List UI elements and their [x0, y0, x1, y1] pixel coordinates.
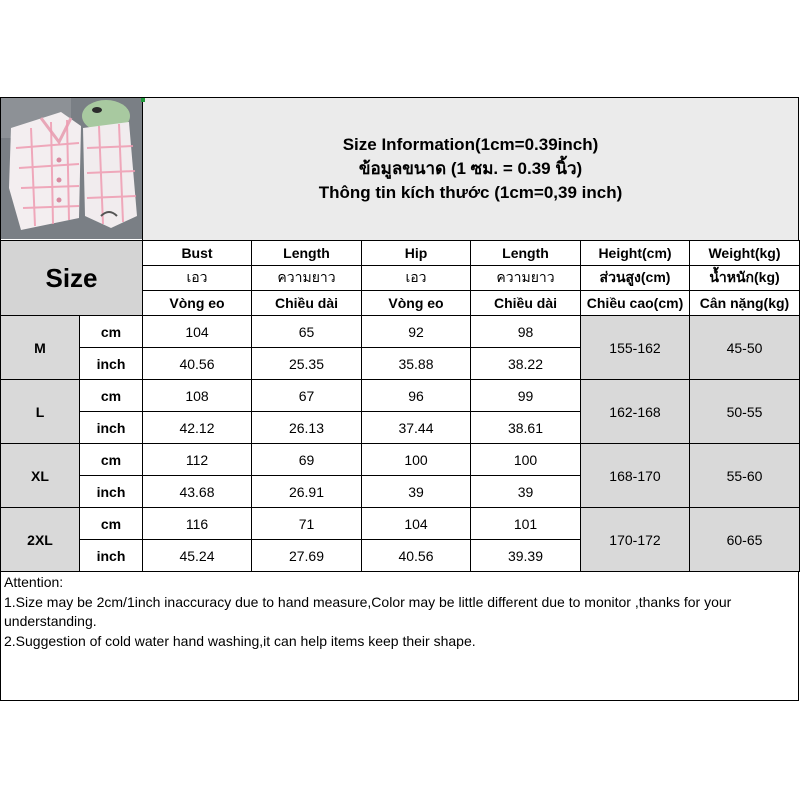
- size-header: Size: [1, 241, 143, 316]
- cell-hip-cm: 104: [362, 508, 471, 540]
- cell-bust-inch: 45.24: [143, 540, 252, 572]
- column-header-length-vi: Chiều dài: [252, 291, 362, 316]
- cell-length-inch: 26.91: [252, 476, 362, 508]
- cell-length-cm: 65: [252, 316, 362, 348]
- cell-bust-inch: 43.68: [143, 476, 252, 508]
- cell-length-2-inch: 39.39: [471, 540, 581, 572]
- column-header-hip: Hip: [362, 241, 471, 266]
- column-header-height-vi: Chiều cao(cm): [581, 291, 690, 316]
- cell-bust-cm: 108: [143, 380, 252, 412]
- cell-length-cm: 67: [252, 380, 362, 412]
- note-item-1: 1.Size may be 2cm/1inch inaccuracy due to hand measure,Color may be little different due to monitor ,thanks for your understanding.: [4, 593, 732, 629]
- cell-bust-cm: 104: [143, 316, 252, 348]
- column-header-length-2-vi: Chiều dài: [471, 291, 581, 316]
- title-line-thai: ข้อมูลขนาด (1 ซม. = 0.39 นิ้ว): [358, 159, 583, 178]
- title-block: [142, 98, 798, 240]
- column-header-bust-th: เอว: [143, 266, 252, 291]
- attention-notes: [4, 573, 794, 651]
- unit-cm: cm: [80, 508, 143, 540]
- column-header-hip-th: เอว: [362, 266, 471, 291]
- cell-length-2-inch: 39: [471, 476, 581, 508]
- unit-inch: inch: [80, 412, 143, 444]
- cell-weight: 50-55: [690, 380, 800, 444]
- table-row: [1, 508, 800, 540]
- cell-length-2-cm: 98: [471, 316, 581, 348]
- size-name-xl: XL: [1, 444, 80, 508]
- column-header-weight-th: น้ำหนัก(kg): [690, 266, 800, 291]
- cell-height: 168-170: [581, 444, 690, 508]
- cell-hip-inch: 40.56: [362, 540, 471, 572]
- cell-bust-cm: 116: [143, 508, 252, 540]
- cell-length-2-inch: 38.61: [471, 412, 581, 444]
- cell-weight: 60-65: [690, 508, 800, 572]
- cell-length-2-inch: 38.22: [471, 348, 581, 380]
- unit-inch: inch: [80, 540, 143, 572]
- corner-mark: [141, 98, 145, 102]
- column-header-hip-vi: Vòng eo: [362, 291, 471, 316]
- cell-height: 162-168: [581, 380, 690, 444]
- cell-length-inch: 27.69: [252, 540, 362, 572]
- cell-hip-cm: 96: [362, 380, 471, 412]
- cell-bust-inch: 42.12: [143, 412, 252, 444]
- column-header-weight: Weight(kg): [690, 241, 800, 266]
- column-header-weight-vi: Cân nặng(kg): [690, 291, 800, 316]
- unit-cm: cm: [80, 316, 143, 348]
- cell-length-inch: 25.35: [252, 348, 362, 380]
- cell-hip-inch: 39: [362, 476, 471, 508]
- column-header-length-th: ความยาว: [252, 266, 362, 291]
- cell-length-cm: 71: [252, 508, 362, 540]
- cell-weight: 55-60: [690, 444, 800, 508]
- cell-hip-cm: 92: [362, 316, 471, 348]
- cell-length-inch: 26.13: [252, 412, 362, 444]
- unit-inch: inch: [80, 476, 143, 508]
- cell-length-2-cm: 99: [471, 380, 581, 412]
- cell-bust-cm: 112: [143, 444, 252, 476]
- cell-length-2-cm: 101: [471, 508, 581, 540]
- table-row: [1, 316, 800, 348]
- column-header-length-2: Length: [471, 241, 581, 266]
- title-line-english: Size Information(1cm=0.39inch): [342, 135, 599, 154]
- column-header-height-th: ส่วนสูง(cm): [581, 266, 690, 291]
- size-table: [0, 240, 800, 572]
- cell-height: 155-162: [581, 316, 690, 380]
- cell-weight: 45-50: [690, 316, 800, 380]
- size-name-2xl: 2XL: [1, 508, 80, 572]
- cell-height: 170-172: [581, 508, 690, 572]
- size-name-m: M: [1, 316, 80, 380]
- product-photo: [1, 98, 142, 239]
- cell-hip-inch: 35.88: [362, 348, 471, 380]
- table-row: [1, 380, 800, 412]
- column-header-length-2-th: ความยาว: [471, 266, 581, 291]
- unit-cm: cm: [80, 444, 143, 476]
- note-item-2: 2.Suggestion of cold water hand washing,it can help items keep their shape.: [4, 632, 476, 649]
- unit-cm: cm: [80, 380, 143, 412]
- title-line-vietnamese: Thông tin kích thước (1cm=0,39 inch): [318, 183, 623, 202]
- size-name-l: L: [1, 380, 80, 444]
- column-header-height: Height(cm): [581, 241, 690, 266]
- cell-hip-inch: 37.44: [362, 412, 471, 444]
- unit-inch: inch: [80, 348, 143, 380]
- column-header-length: Length: [252, 241, 362, 266]
- cell-bust-inch: 40.56: [143, 348, 252, 380]
- cell-length-cm: 69: [252, 444, 362, 476]
- cell-hip-cm: 100: [362, 444, 471, 476]
- column-header-bust-vi: Vòng eo: [143, 291, 252, 316]
- column-header-bust: Bust: [143, 241, 252, 266]
- notes-heading: Attention:: [4, 574, 64, 590]
- table-row: [1, 444, 800, 476]
- cell-length-2-cm: 100: [471, 444, 581, 476]
